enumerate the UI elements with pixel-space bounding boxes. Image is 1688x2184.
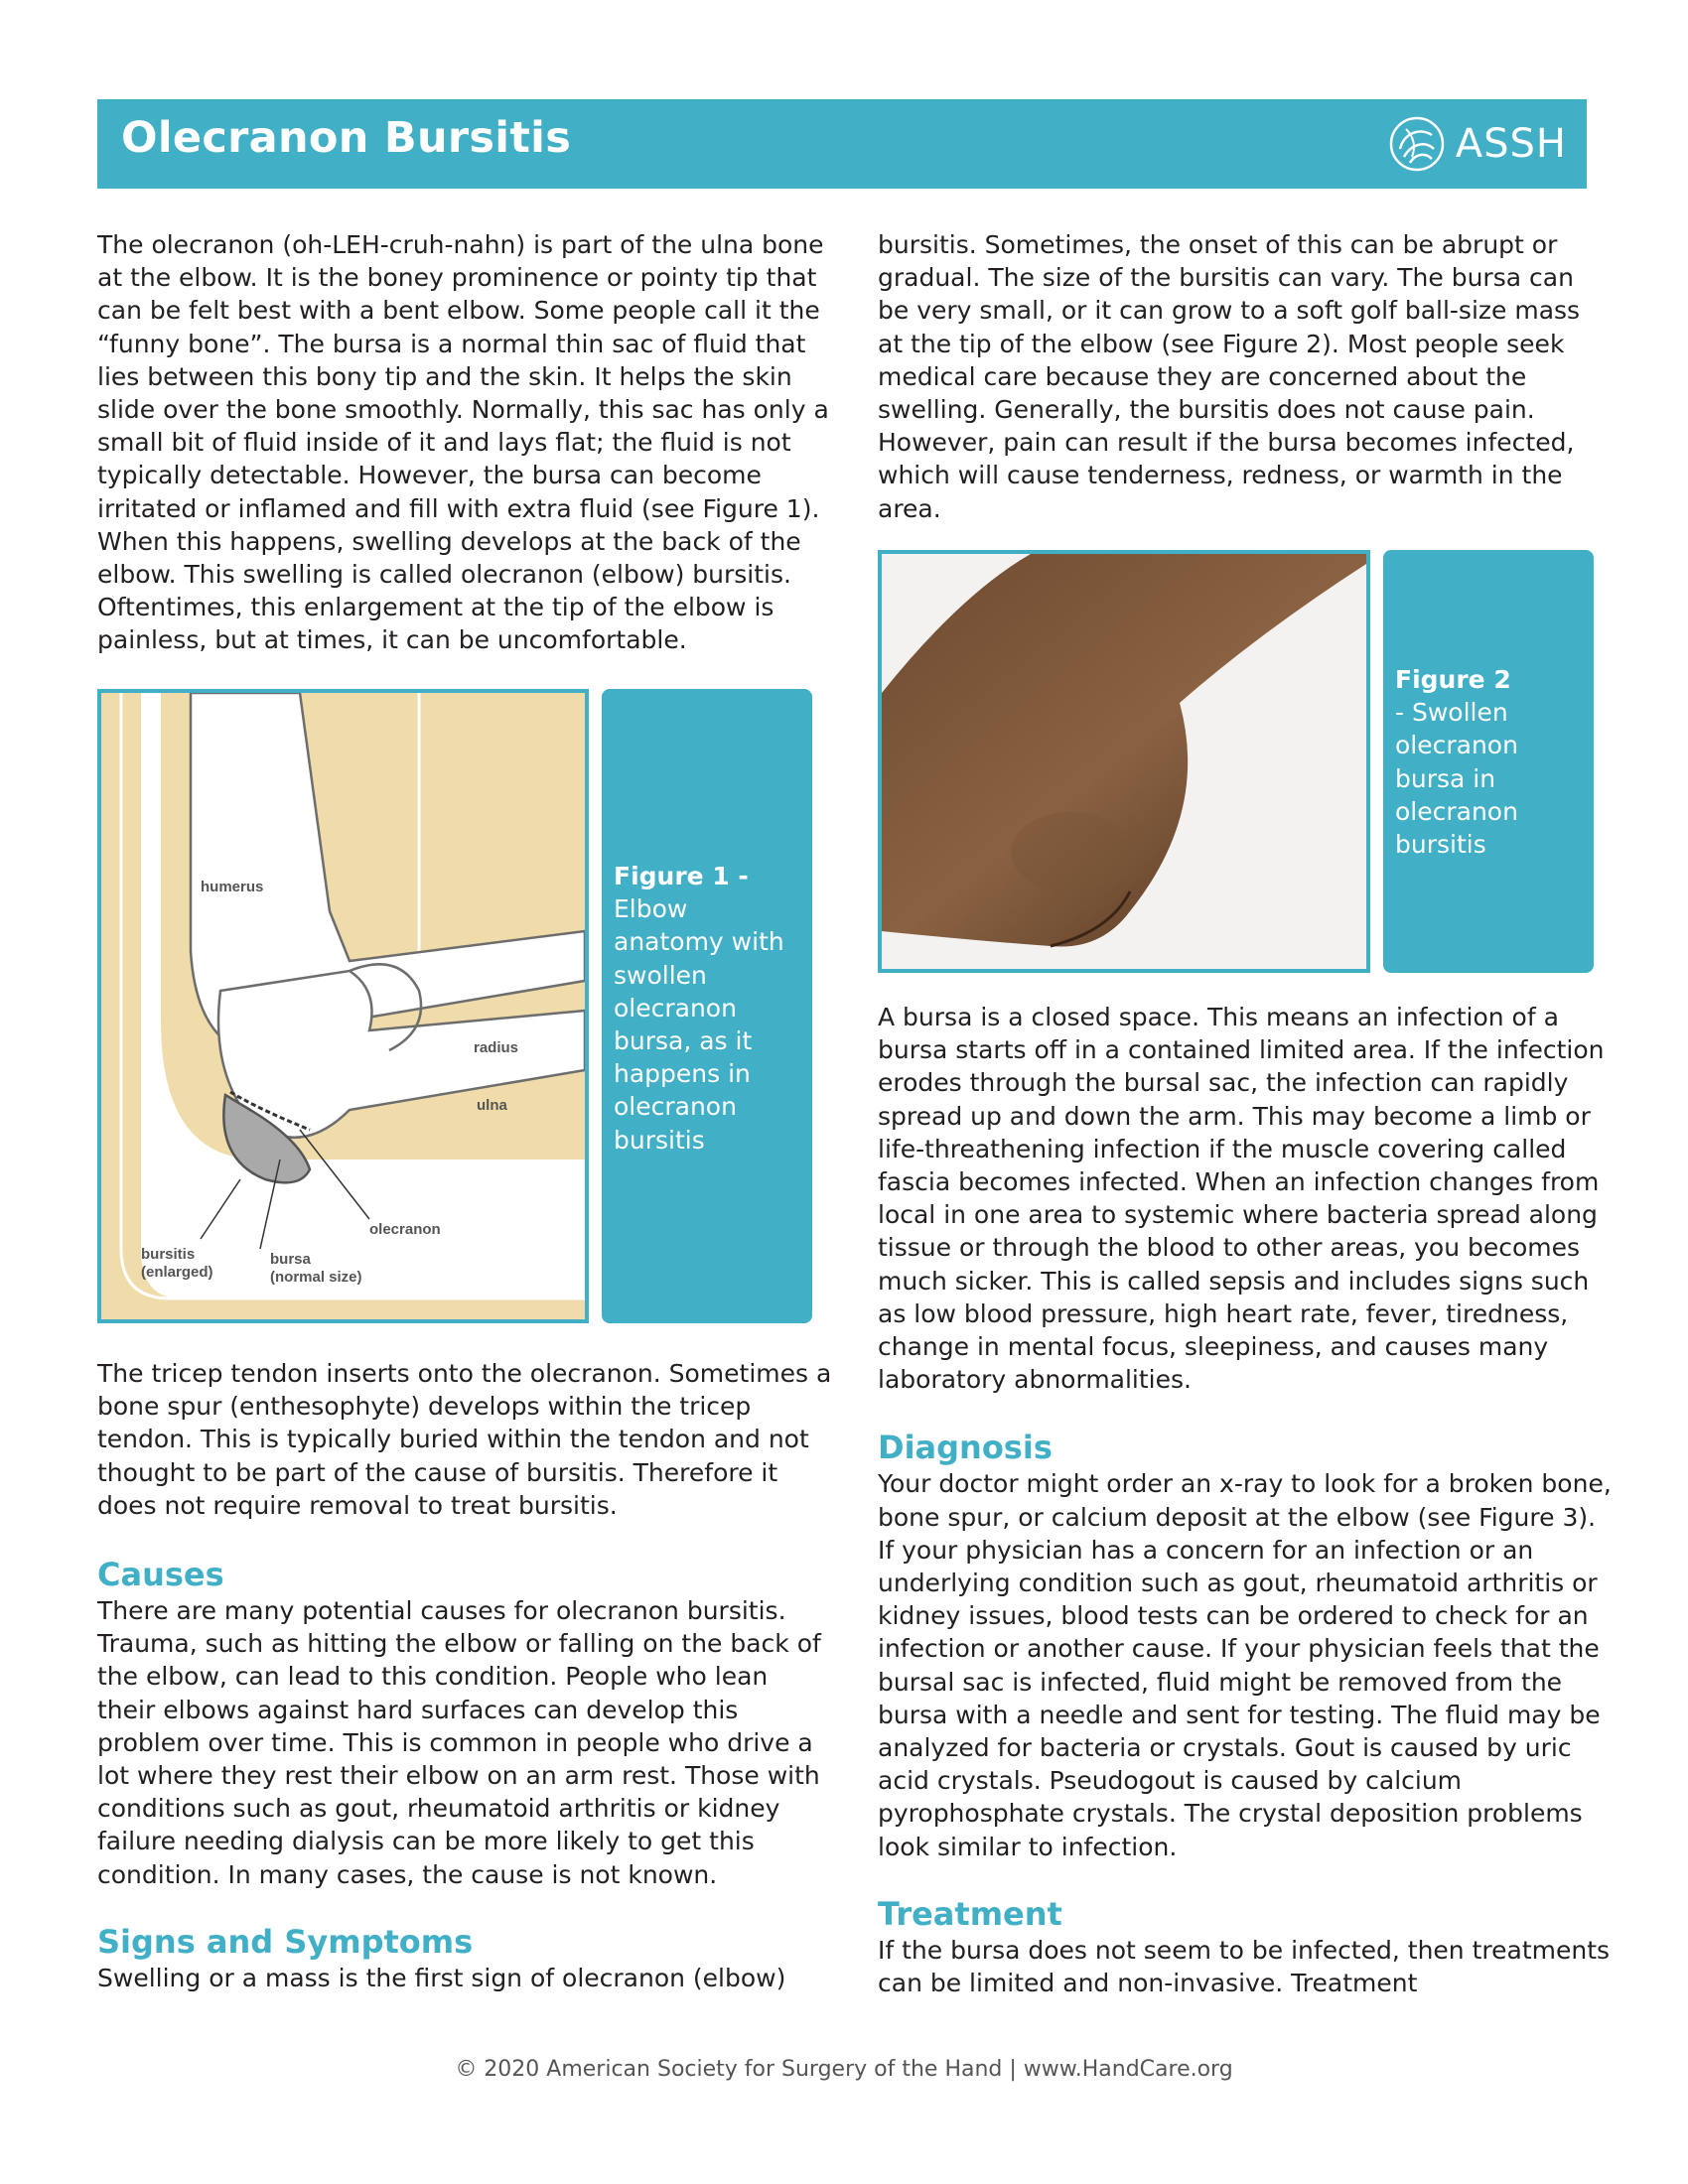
causes-heading: Causes bbox=[97, 1556, 224, 1594]
footer-copyright: © 2020 American Society for Surgery of the Hand | www.HandCare.org bbox=[455, 2057, 1233, 2082]
bursa-paragraph: A bursa is a closed space. This means an infection of a bursa starts off in a contained limited area. If the infection erodes through the bursal sac, the infection can rapidly spread up and down the arm. This may become a limb or life-threathening infection if the muscle covering called fascia becomes infected. When an infection changes from local in one area to systemic where bacteria spread along tissue or through the blood to other areas, you becomes much sicker. This is called sepsis and includes signs such as low blood pressure, high heart rate, fever, tiredness, change in mental focus, sleepiness, and causes many laboratory abnormalities. bbox=[878, 1003, 1605, 1395]
label-humerus: humerus bbox=[201, 879, 264, 895]
logo-text: ASSH bbox=[1455, 121, 1567, 167]
figure-1-caption-text: Elbow anatomy with swollen olecranon bursa, as it happens in olecranon bursitis bbox=[614, 894, 784, 1155]
treatment-heading: Treatment bbox=[878, 1894, 1062, 1933]
signs-paragraph: Swelling or a mass is the first sign of olecranon (elbow) bbox=[97, 1963, 786, 1992]
label-bursa-normal: (normal size) bbox=[270, 1269, 362, 1286]
right-intro-paragraph: bursitis. Sometimes, the onset of this can be abrupt or gradual. The size of the bursitis can vary. The bursa can be very small, or it can grow to a soft golf ball-size mass at the tip of the elbow (see Figure 2). Most people seek medical care because they are concerned about the swelling. Generally, the bursitis does not cause pain. However, pain can result if the bursa becomes infected, which will cause tenderness, redness, or warmth in the area. bbox=[878, 230, 1581, 523]
signs-heading: Signs and Symptoms bbox=[97, 1922, 474, 1961]
elbow-anatomy-illustration bbox=[101, 693, 585, 1319]
label-bursitis: bursitis bbox=[141, 1246, 196, 1263]
right-intro-section bbox=[878, 228, 1613, 525]
figure-1-image bbox=[97, 689, 589, 1323]
intro-paragraph: The olecranon (oh-LEH-cruh-nahn) is part of the ulna bone at the elbow. It is the boney prominence or pointy tip that can be felt best with a bent elbow. Some people call it the “funny bone”. The bursa is a normal thin sac of fluid that lies between this bony tip and the skin. It helps the skin slide over the bone smoothly. Normally, this sac has only a small bit of fluid inside of it and lays flat; the fluid is not typically detectable. However, the bursa can become irritated or inflamed and fill with extra fluid (see Figure 1). When this happens, swelling develops at the back of the elbow. This swelling is called olecranon (elbow) bursitis. Oftentimes, this enlargement at the tip of the elbow is painless, but at times, it can be uncomfortable. bbox=[97, 230, 829, 655]
page-title: Olecranon Bursitis bbox=[121, 113, 572, 163]
header-banner bbox=[97, 99, 1587, 189]
figure-2-caption-label: Figure 2 bbox=[1395, 665, 1511, 694]
label-radius: radius bbox=[474, 1039, 519, 1056]
figure-1-caption bbox=[602, 689, 812, 1323]
intro-section bbox=[97, 228, 832, 657]
label-olecranon: olecranon bbox=[369, 1221, 441, 1238]
figure-2-caption bbox=[1383, 550, 1594, 973]
right-lower-section bbox=[878, 1001, 1613, 1999]
causes-paragraph: There are many potential causes for olecranon bursitis. Trauma, such as hitting the elbow or falling on the back of the elbow, can lead to this condition. People who lean their elbows against hard surfaces can develop this problem over time. This is common in people who drive a lot where they rest their elbow on an arm rest. Those with conditions such as gout, rheumatoid arthritis or kidney failure needing dialysis can be more likely to get this condition. In many cases, the cause is not known. bbox=[97, 1596, 821, 1889]
hand-swirl-icon bbox=[1386, 113, 1448, 175]
label-bursa: bursa bbox=[270, 1251, 311, 1268]
diagnosis-paragraph: Your doctor might order an x-ray to look for a broken bone, bone spur, or calcium deposit at the elbow (see Figure 3). If your physician has a concern for an infection or an underlying condition such as gout, rheumatoid arthritis or kidney issues, blood tests can be ordered to check for an infection or another cause. If your physician feels that the bursal sac is infected, fluid might be removed from the bursa with a needle and sent for testing. The fluid may be analyzed for bacteria or crystals. Gout is caused by uric acid crystals. Pseudogout is caused by calcium pyrophosphate crystals. The crystal deposition problems look similar to infection. bbox=[878, 1469, 1612, 1861]
diagnosis-heading: Diagnosis bbox=[878, 1429, 1053, 1467]
swollen-elbow-photo bbox=[882, 554, 1366, 969]
figure-2-caption-text: - Swollen olecranon bursa in olecranon bursitis bbox=[1395, 698, 1518, 860]
assh-logo bbox=[1386, 109, 1567, 179]
label-ulna: ulna bbox=[477, 1097, 507, 1114]
left-lower-section bbox=[97, 1357, 832, 1994]
figure-2-photo bbox=[878, 550, 1370, 973]
tricep-paragraph: The tricep tendon inserts onto the olecranon. Sometimes a bone spur (enthesophyte) develops within the tricep tendon. This is typically buried within the tendon and not thought to be part of the cause of bursitis. Therefore it does not require removal to treat bursitis. bbox=[97, 1359, 832, 1520]
label-bursitis-enlarged: (enlarged) bbox=[141, 1264, 213, 1281]
treatment-paragraph: If the bursa does not seem to be infected, then treatments can be limited and non-invasive. Treatment bbox=[878, 1935, 1611, 1998]
figure-1-caption-label: Figure 1 - bbox=[614, 862, 749, 890]
